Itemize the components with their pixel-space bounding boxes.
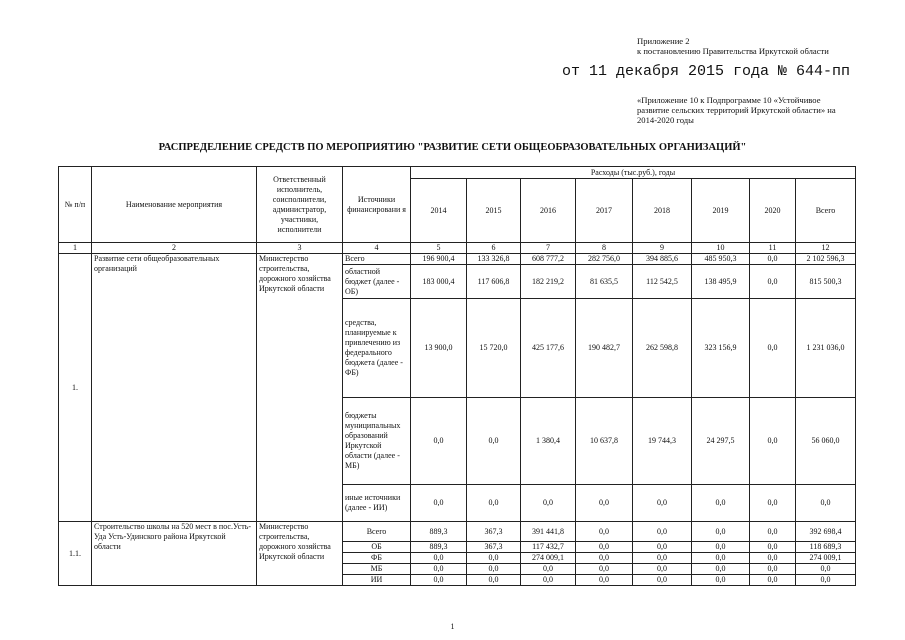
total-header: Всего [796,179,856,243]
value-cell: 10 637,8 [576,398,633,485]
value-cell: 262 598,8 [633,299,692,398]
column-number: 5 [411,243,467,254]
item-number: 1.1. [59,522,92,586]
value-cell: 112 542,5 [633,265,692,299]
value-cell: 0,0 [633,575,692,586]
year-header: 2016 [521,179,576,243]
value-cell: 0,0 [576,485,633,522]
value-cell: 196 900,4 [411,254,467,265]
value-cell: 117 606,8 [467,265,521,299]
value-cell: 0,0 [411,553,467,564]
resolution-label: к постановлению Правительства Иркутской области [637,46,829,56]
value-cell: 0,0 [467,575,521,586]
appendix-label: Приложение 2 [637,36,690,46]
value-cell: 0,0 [750,553,796,564]
value-cell: 394 885,6 [633,254,692,265]
funding-source: иные источники (далее - ИИ) [343,485,411,522]
value-cell: 0,0 [576,553,633,564]
header-responsible: Ответственный исполнитель, соисполнители, администратор, участники, исполнители [257,167,343,243]
value-cell: 0,0 [467,553,521,564]
table-row [59,254,856,265]
funding-table [58,166,856,586]
header-source: Источники финансировани я [343,167,411,243]
value-cell: 0,0 [411,398,467,485]
value-cell: 182 219,2 [521,265,576,299]
column-number-row [59,243,856,254]
funding-source: областной бюджет (далее - ОБ) [343,265,411,299]
value-cell: 0,0 [411,564,467,575]
funding-source: бюджеты муниципальных образований Иркутской области (далее - МБ) [343,398,411,485]
value-cell: 183 000,4 [411,265,467,299]
value-cell: 0,0 [750,254,796,265]
value-cell: 24 297,5 [692,398,750,485]
document-title: РАСПРЕДЕЛЕНИЕ СРЕДСТВ ПО МЕРОПРИЯТИЮ "РАЗВИТИЕ СЕТИ ОБЩЕОБРАЗОВАТЕЛЬНЫХ ОРГАНИЗАЦИЙ" [158,142,747,153]
year-header: 2014 [411,179,467,243]
page-number: 1 [450,622,455,631]
total-cell: 56 060,0 [796,398,856,485]
funding-source: МБ [343,564,411,575]
total-cell: 0,0 [796,564,856,575]
value-cell: 0,0 [467,398,521,485]
value-cell: 117 432,7 [521,542,576,553]
column-number: 7 [521,243,576,254]
value-cell: 0,0 [692,485,750,522]
value-cell: 889,3 [411,542,467,553]
decree-stamp: от 11 декабря 2015 года № 644-пп [562,63,851,80]
value-cell: 0,0 [411,485,467,522]
value-cell: 1 380,4 [521,398,576,485]
value-cell: 0,0 [692,553,750,564]
funding-source: ИИ [343,575,411,586]
value-cell: 138 495,9 [692,265,750,299]
value-cell: 0,0 [633,485,692,522]
year-header: 2019 [692,179,750,243]
column-number: 6 [467,243,521,254]
column-number: 11 [750,243,796,254]
total-cell: 1 231 036,0 [796,299,856,398]
year-header: 2015 [467,179,521,243]
funding-source: ФБ [343,553,411,564]
column-number: 10 [692,243,750,254]
value-cell: 0,0 [692,575,750,586]
value-cell: 0,0 [576,522,633,542]
column-number: 9 [633,243,692,254]
year-header: 2020 [750,179,796,243]
total-cell: 0,0 [796,485,856,522]
value-cell: 0,0 [633,564,692,575]
column-number: 2 [92,243,257,254]
item-name: Развитие сети общеобразовательных организаций [92,254,257,522]
value-cell: 0,0 [633,542,692,553]
value-cell: 0,0 [467,485,521,522]
value-cell: 282 756,0 [576,254,633,265]
value-cell: 0,0 [521,564,576,575]
value-cell: 0,0 [576,575,633,586]
value-cell: 0,0 [521,575,576,586]
value-cell: 889,3 [411,522,467,542]
header-expenses: Расходы (тыс.руб.), годы [411,167,856,179]
value-cell: 133 326,8 [467,254,521,265]
value-cell: 0,0 [576,542,633,553]
value-cell: 608 777,2 [521,254,576,265]
value-cell: 0,0 [750,542,796,553]
funding-source: ОБ [343,542,411,553]
value-cell: 0,0 [633,522,692,542]
value-cell: 13 900,0 [411,299,467,398]
item-responsible: Министерство строительства, дорожного хозяйства Иркутской области [257,254,343,522]
value-cell: 0,0 [576,564,633,575]
column-number: 12 [796,243,856,254]
total-cell: 2 102 596,3 [796,254,856,265]
value-cell: 425 177,6 [521,299,576,398]
total-cell: 0,0 [796,575,856,586]
value-cell: 367,3 [467,522,521,542]
value-cell: 81 635,5 [576,265,633,299]
column-number: 3 [257,243,343,254]
value-cell: 0,0 [692,522,750,542]
value-cell: 0,0 [750,299,796,398]
reference-line-2: развитие сельских территорий Иркутской области» на [637,105,836,115]
reference-line-3: 2014-2020 годы [637,115,694,125]
value-cell: 0,0 [750,522,796,542]
value-cell: 0,0 [750,398,796,485]
item-name: Строительство школы на 520 мест в пос.Усть-Уда Усть-Удинского района Иркутской области [92,522,257,586]
column-number: 8 [576,243,633,254]
column-number: 4 [343,243,411,254]
total-cell: 392 698,4 [796,522,856,542]
value-cell: 323 156,9 [692,299,750,398]
value-cell: 19 744,3 [633,398,692,485]
item-number: 1. [59,254,92,522]
value-cell: 0,0 [692,564,750,575]
value-cell: 15 720,0 [467,299,521,398]
total-cell: 274 009,1 [796,553,856,564]
value-cell: 190 482,7 [576,299,633,398]
value-cell: 0,0 [411,575,467,586]
value-cell: 0,0 [692,542,750,553]
value-cell: 0,0 [750,265,796,299]
header-num: № п/п [59,167,92,243]
value-cell: 0,0 [750,564,796,575]
funding-source: средства, планируемые к привлечению из федерального бюджета (далее - ФБ) [343,299,411,398]
total-cell: 118 689,3 [796,542,856,553]
value-cell: 0,0 [750,485,796,522]
value-cell: 485 950,3 [692,254,750,265]
funding-source: Всего [343,254,411,265]
year-header: 2018 [633,179,692,243]
value-cell: 274 009,1 [521,553,576,564]
header-name: Наименование мероприятия [92,167,257,243]
value-cell: 0,0 [633,553,692,564]
value-cell: 367,3 [467,542,521,553]
item-responsible: Министерство строительства, дорожного хозяйства Иркутской области [257,522,343,586]
value-cell: 0,0 [467,564,521,575]
total-cell: 815 500,3 [796,265,856,299]
reference-line-1: «Приложение 10 к Подпрограмме 10 «Устойчивое [637,95,821,105]
funding-source: Всего [343,522,411,542]
year-header: 2017 [576,179,633,243]
value-cell: 0,0 [521,485,576,522]
value-cell: 391 441,8 [521,522,576,542]
table-row [59,522,856,542]
column-number: 1 [59,243,92,254]
value-cell: 0,0 [750,575,796,586]
